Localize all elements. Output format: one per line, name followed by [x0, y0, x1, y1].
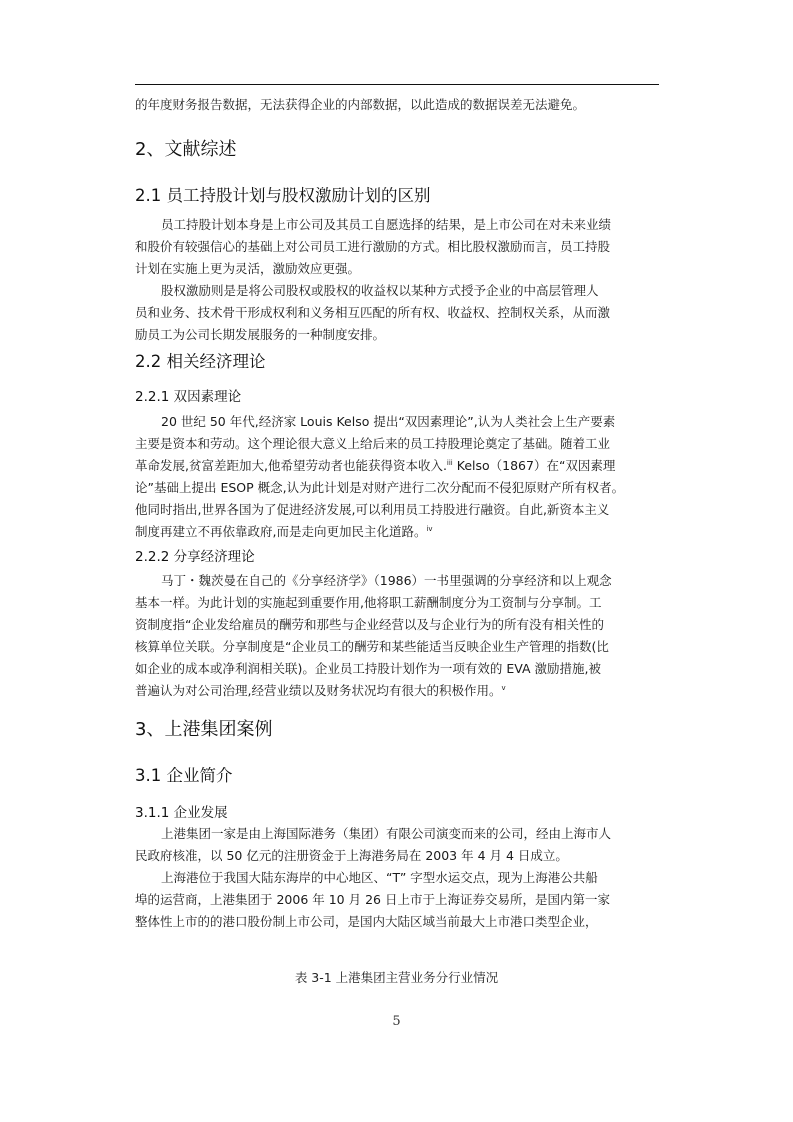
- paragraph-line: 马丁・魏茨曼在自己的《分享经济学》（1986）一书里强调的分享经济和以上观念: [161, 573, 612, 588]
- section-2-2-1-paragraph: [135, 411, 665, 543]
- paragraph-line: 埠的运营商，上港集团于 2006 年 10 月 26 日上市于上海证券交易所，是国内第一家: [135, 892, 610, 907]
- paragraph-line: 计划在实施上更为灵活，激励效应更强。: [135, 261, 361, 276]
- section-2-2-title: 2.2 相关经济理论: [135, 352, 266, 371]
- header-rule: [135, 84, 659, 85]
- footnote-marker: iv: [426, 524, 433, 533]
- paragraph-line: 20 世纪 50 年代,经济家 Louis Kelso 提出“双因素理论”,认为人类社会上生产要素: [161, 414, 616, 429]
- section-3-1-1-paragraph-2: [135, 867, 665, 933]
- page-number: 5: [392, 1014, 401, 1029]
- paragraph-line: 上海港位于我国大陆东海岸的中心地区、“T” 字型水运交点，现为上海港公共船: [161, 870, 598, 885]
- section-2-1-paragraph-2: [135, 280, 665, 346]
- paragraph-line: 励员工为公司长期发展服务的一种制度安排。: [135, 327, 386, 342]
- paragraph-line: 整体性上市的的港口股份制上市公司，是国内大陆区域当前最大上市港口类型企业，: [135, 914, 598, 929]
- paragraph-line: 基本一样。为此计划的实施起到重要作用,他将职工薪酬制度分为工资制与分享制。工: [135, 595, 602, 610]
- paragraph-line: 和股价有较强信心的基础上对公司员工进行激励的方式。相比股权激励而言，员工持股: [135, 239, 611, 254]
- paragraph-line: 资制度指“企业发给雇员的酬劳和那些与企业经营以及与企业行为的所有没有相关性的: [135, 617, 604, 632]
- section-3-1-title: 3.1 企业简介: [135, 766, 233, 785]
- paragraph-line: 核算单位关联。分享制度是“企业员工的酬劳和某些能适当反映企业生产管理的指数(比: [135, 639, 609, 654]
- paragraph-line: 上港集团一家是由上海国际港务（集团）有限公司演变而来的公司，经由上海市人: [161, 826, 612, 841]
- section-2-2-2-title: 2.2.2 分享经济理论: [135, 549, 255, 565]
- paragraph-line: 员和业务、技术骨干形成权利和义务相互匹配的所有权、收益权、控制权关系，从而激: [135, 305, 611, 320]
- section-2-2-2-paragraph: [135, 570, 665, 702]
- paragraph-line: [135, 455, 665, 477]
- paragraph-line: [135, 680, 665, 702]
- paragraph-line-tail: Kelso（1867）在“双因素理: [452, 458, 616, 473]
- table-caption: 表 3-1 上港集团主营业务分行业情况: [294, 970, 499, 985]
- paragraph-line: 主要是资本和劳动。这个理论很大意义上给后来的员工持股理论奠定了基础。随着工业: [135, 436, 611, 451]
- section-3-1-1-title: 3.1.1 企业发展: [135, 805, 228, 821]
- paragraph-line: 民政府核准，以 50 亿元的注册资金于上海港务局在 2003 年 4 月 4 日成立。: [135, 848, 568, 863]
- paragraph-line-text: 普遍认为对公司治理,经营业绩以及财务状况均有很大的积极作用。: [135, 683, 502, 698]
- paragraph-line-text: 制度再建立不再依靠政府,而是走向更加民主化道路。: [135, 524, 427, 539]
- section-2-1-title: 2.1 员工持股计划与股权激励计划的区别: [135, 186, 431, 205]
- section-2-2-1-title: 2.2.1 双因素理论: [135, 389, 242, 405]
- section-2-title: 2、文献综述: [135, 139, 237, 160]
- section-2-1-paragraph-1: [135, 214, 665, 280]
- top-paragraph: [135, 94, 665, 116]
- paragraph-line: 论”基础上提出 ESOP 概念,认为此计划是对财产进行二次分配而不侵犯原财产所有权者。: [135, 480, 625, 495]
- paragraph-line: [135, 521, 665, 543]
- paragraph-line: 员工持股计划本身是上市公司及其员工自愿选择的结果，是上市公司在对未来业绩: [161, 217, 612, 232]
- footnote-marker: v: [501, 683, 506, 692]
- footnote-marker: iii: [446, 458, 453, 467]
- paragraph-line: 股权激励则是是将公司股权或股权的收益权以某种方式授予企业的中高层管理人: [161, 283, 599, 298]
- section-3-1-1-paragraph-1: [135, 823, 665, 867]
- section-3-title: 3、上港集团案例: [135, 719, 273, 740]
- paragraph-line: 他同时指出,世界各国为了促进经济发展,可以利用员工持股进行融资。自此,新资本主义: [135, 502, 610, 517]
- paragraph-line: 如企业的成本或净利润相关联)。企业员工持股计划作为一项有效的 EVA 激励措施,被: [135, 661, 601, 676]
- paragraph-line: 的年度财务报告数据，无法获得企业的内部数据，以此造成的数据误差无法避免。: [135, 97, 586, 112]
- paragraph-line-head: 革命发展,贫富差距加大,他希望劳动者也能获得资本收入.: [135, 458, 447, 473]
